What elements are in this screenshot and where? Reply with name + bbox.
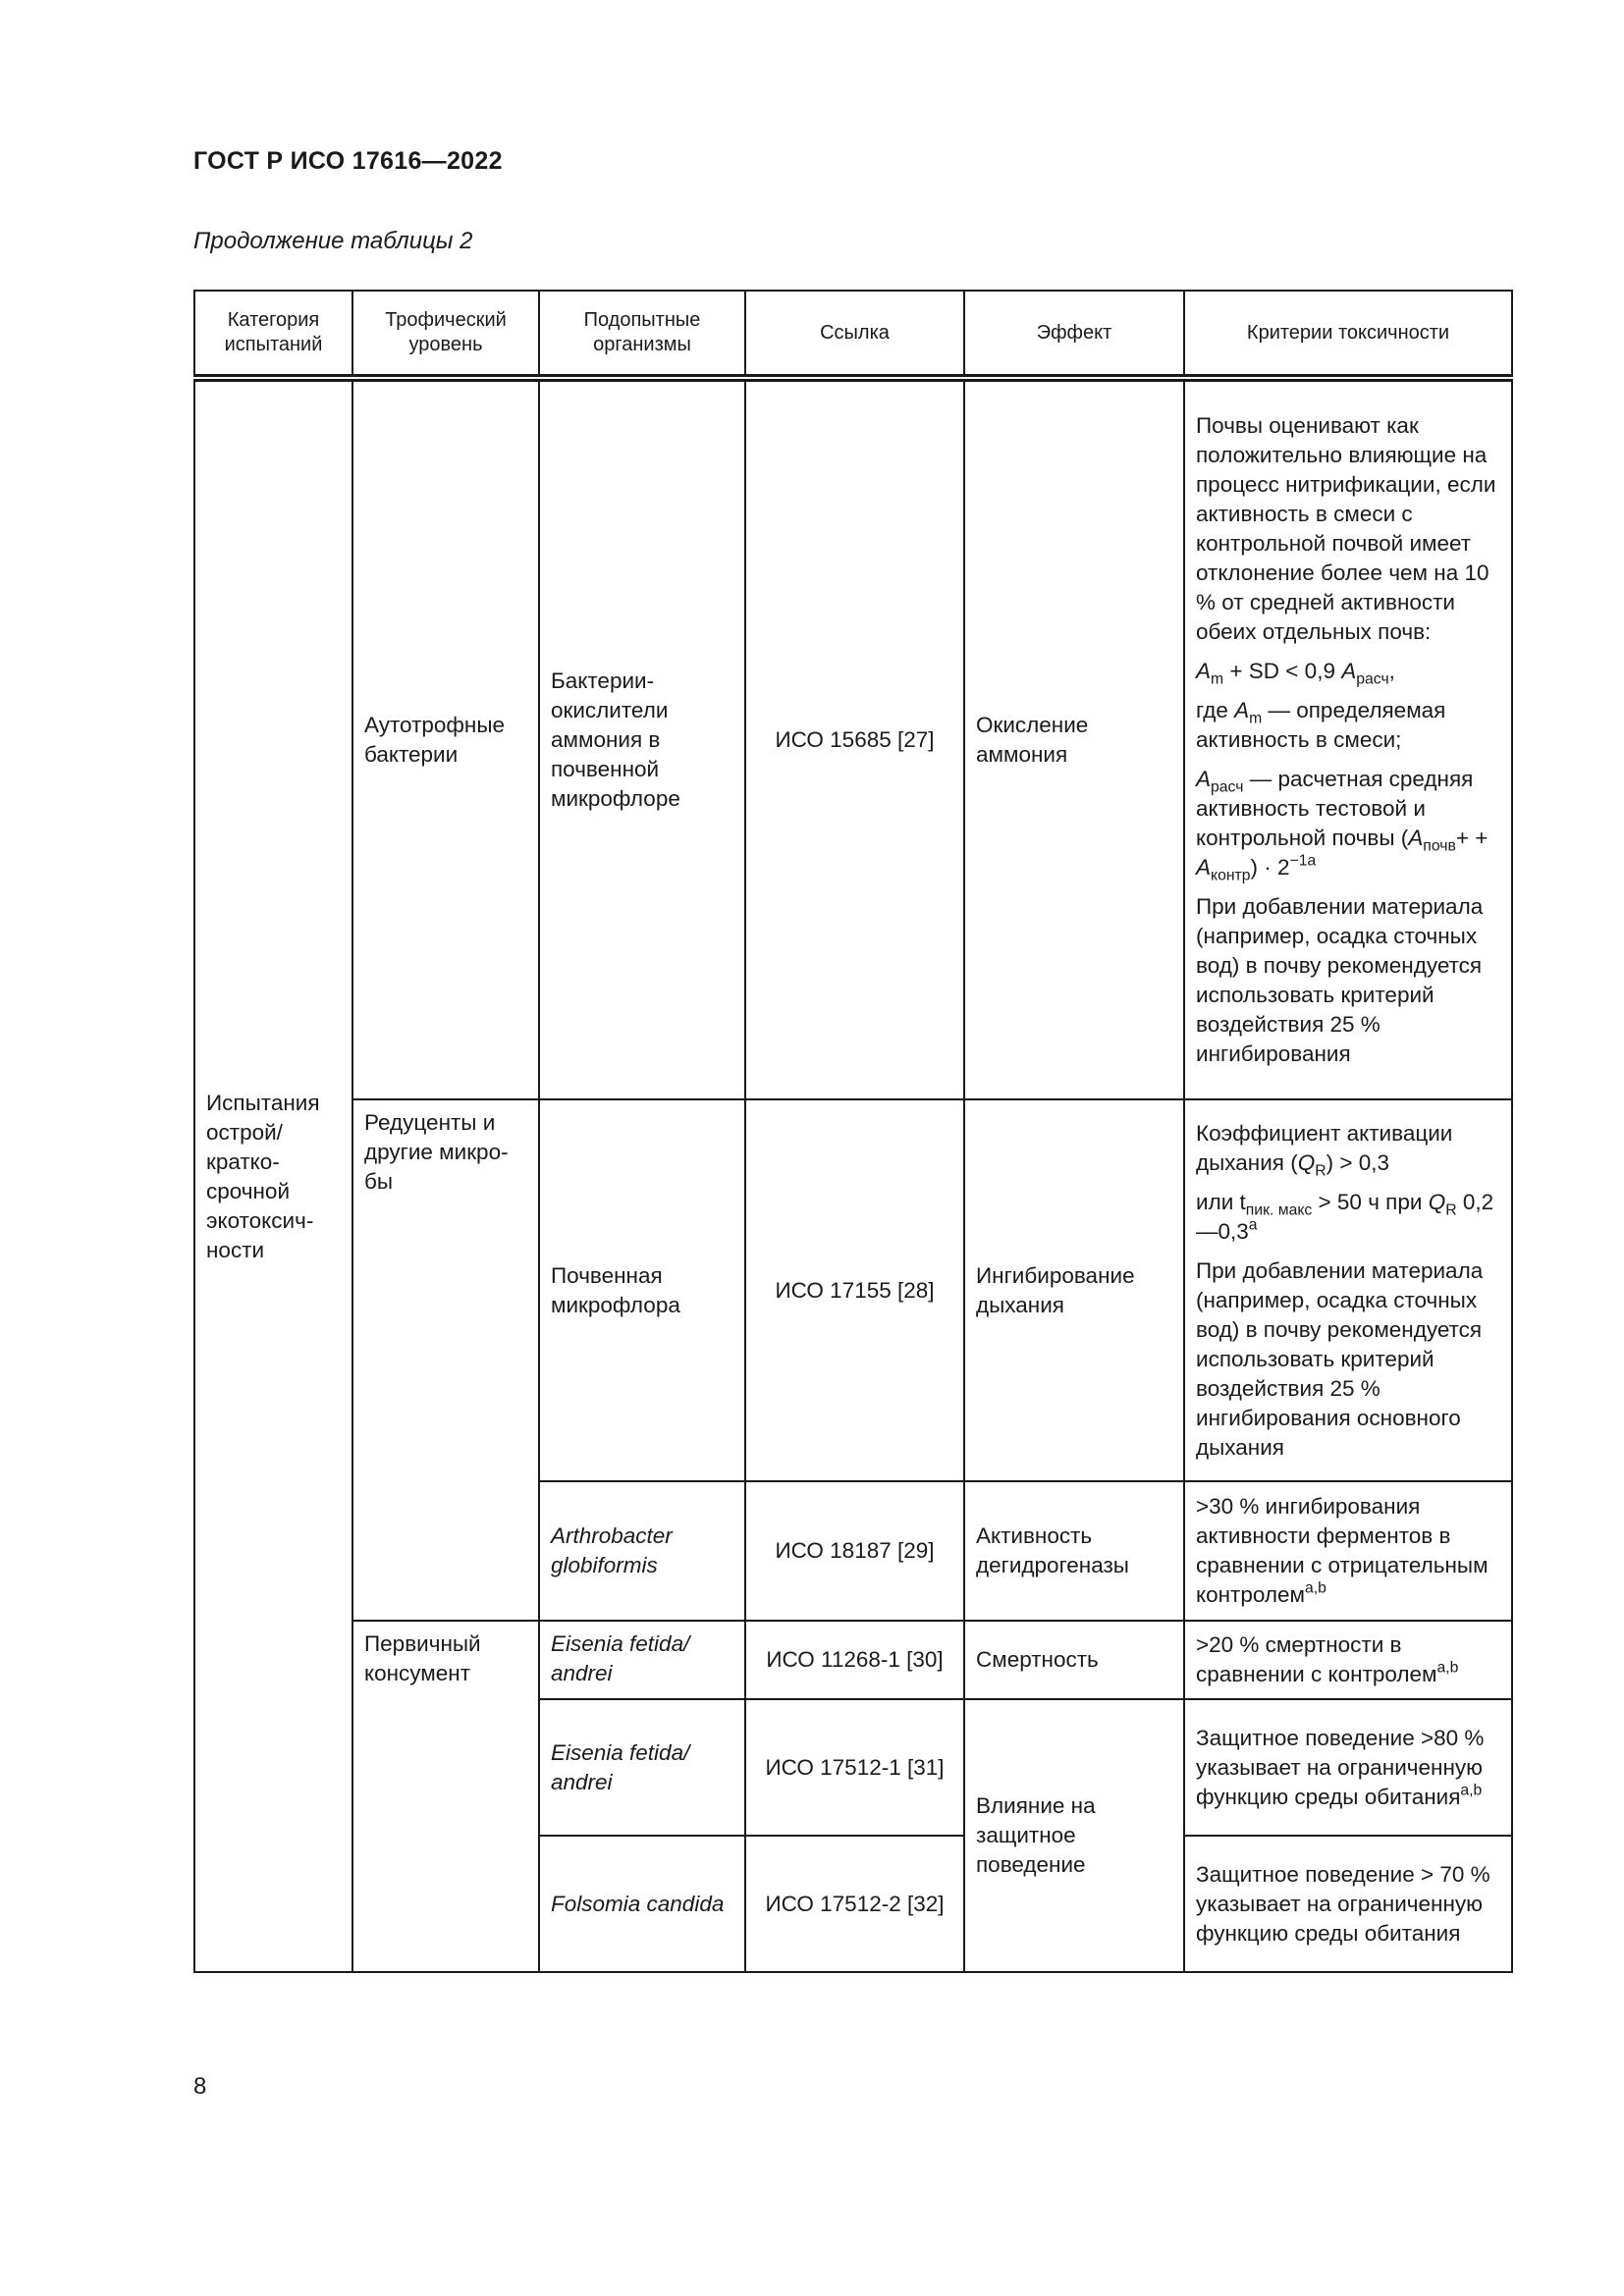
page-number: 8	[193, 2073, 207, 2100]
reference-cell: ИСО 17512-1 [31]	[745, 1699, 964, 1836]
criteria-cell: >20 % смертности в сравнении с контролем$^{a,b}$	[1184, 1621, 1512, 1699]
criteria-cell: Защитное поведение > 70 % указывает на ограниченную функцию среды обитания	[1184, 1836, 1512, 1972]
reference-cell: ИСО 17512-2 [32]	[745, 1836, 964, 1972]
table-caption: Продолжение таблицы 2	[193, 228, 473, 254]
trophic-cell: Аутотрофные бактерии	[352, 378, 539, 1099]
criteria-cell: >30 % ингибирования активности ферментов в сравнении с отрицательным контролем$^{a,b}$	[1184, 1481, 1512, 1621]
criteria-cell	[1184, 1099, 1512, 1481]
criteria-text: Почвы оценивают как положительно влияющие на процесс нитрификации, если активность в смеси с контрольной почвой имеет отклонение более чем на 10 % от средней активности обеих отдельных почв:	[1196, 413, 1496, 644]
col-header-organisms: Подопытные организмы	[539, 291, 745, 378]
table-header-row	[194, 291, 1512, 378]
effect-cell: Смертность	[964, 1621, 1184, 1699]
col-header-reference: Ссылка	[745, 291, 964, 378]
table-row	[194, 1099, 1512, 1481]
organism-cell: Folsomia candida	[539, 1836, 745, 1972]
table-row	[194, 1621, 1512, 1699]
toxicity-table	[193, 290, 1513, 1973]
trophic-cell: Редуценты и другие микробы	[352, 1099, 539, 1621]
organism-cell: Почвенная микрофлора	[539, 1099, 745, 1481]
effect-cell: Активность дегидрогеназы	[964, 1481, 1184, 1621]
organism-cell: Бактерии-окислители аммония в почвенной микрофлоре	[539, 378, 745, 1099]
criteria-definition: где $A_m$ — определяемая активность в смеси;	[1196, 698, 1446, 752]
category-cell: Испытания острой/краткосрочной экотоксичности	[194, 378, 352, 1972]
criteria-text: При добавлении материала (например, осадка сточных вод) в почву рекомендуется использовать критерий воздействия 25 % ингибирования основного дыхания	[1196, 1257, 1484, 1460]
criteria-text: При добавлении материала (например, осадка сточных вод) в почву рекомендуется использовать критерий воздействия 25 % ингибирования	[1196, 894, 1484, 1066]
reference-cell: ИСО 11268-1 [30]	[745, 1621, 964, 1699]
criteria-cell: Защитное поведение >80 % указывает на ограниченную функцию среды обитания$^{a,b}$	[1184, 1699, 1512, 1836]
col-header-effect: Эффект	[964, 291, 1184, 378]
reference-cell: ИСО 18187 [29]	[745, 1481, 964, 1621]
effect-cell: Влияние на защитное поведение	[964, 1699, 1184, 1972]
trophic-cell: Первичный консумент	[352, 1621, 539, 1972]
col-header-trophic: Трофический уровень	[352, 291, 539, 378]
reference-cell: ИСО 15685 [27]	[745, 378, 964, 1099]
criteria-text: Коэффициент активации дыхания $(Q_R) > 0,3$	[1196, 1120, 1453, 1179]
criteria-definition: $A_{расч}$ — расчетная средняя активность тестовой и контрольной почвы $(A_{почв}+ + A_{контр}) \cdot 2^{-1a}$	[1196, 767, 1489, 884]
criteria-cell	[1184, 378, 1512, 1099]
document-header: ГОСТ Р ИСО 17616—2022	[193, 147, 503, 175]
organism-cell: Eisenia fetida/ andrei	[539, 1621, 745, 1699]
effect-cell: Окисление аммония	[964, 378, 1184, 1099]
table-row	[194, 378, 1512, 1099]
col-header-category: Категория испытаний	[194, 291, 352, 378]
effect-cell: Ингибирование дыхания	[964, 1099, 1184, 1481]
criteria-formula: $A_m$ + SD < 0,9 $A_{расч}$,	[1196, 659, 1395, 688]
reference-cell: ИСО 17155 [28]	[745, 1099, 964, 1481]
organism-cell: Arthrobacter globiformis	[539, 1481, 745, 1621]
col-header-criteria: Критерии токсичности	[1184, 291, 1512, 378]
organism-cell: Eisenia fetida/ andrei	[539, 1699, 745, 1836]
criteria-text: или $t_{пик. макс} > 50$ ч при $Q_R$ 0,2—0,3$^a$	[1196, 1189, 1494, 1244]
